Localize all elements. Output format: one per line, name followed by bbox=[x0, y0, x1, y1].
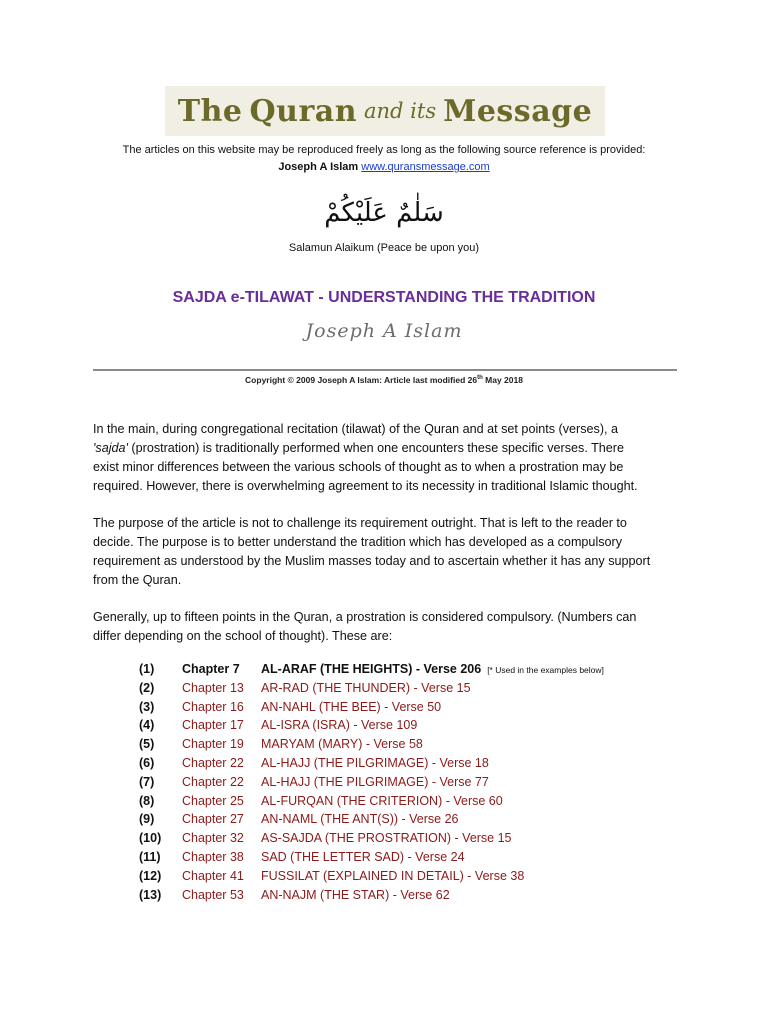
verse-number: (8) bbox=[139, 793, 155, 808]
verse-list-item bbox=[0, 737, 768, 756]
prostration-verse-list bbox=[0, 662, 768, 906]
logo-word-and-its: and its bbox=[364, 99, 437, 123]
verse-list-item bbox=[0, 662, 768, 681]
verse-list-item bbox=[0, 775, 768, 794]
verse-chapter: Chapter 19 bbox=[182, 737, 244, 752]
verse-surah-name: AR-RAD (THE THUNDER) - Verse 15 bbox=[261, 680, 471, 695]
verse-chapter: Chapter 41 bbox=[182, 868, 244, 883]
verse-number: (3) bbox=[139, 699, 155, 714]
verse-list-item bbox=[0, 812, 768, 831]
website-link[interactable]: www.quransmessage.com bbox=[361, 161, 490, 173]
verse-list-item bbox=[0, 850, 768, 869]
article-title: SAJDA e-TILAWAT - UNDERSTANDING THE TRADITION bbox=[172, 289, 596, 306]
verse-chapter: Chapter 53 bbox=[182, 887, 244, 902]
verse-list-item bbox=[0, 756, 768, 775]
list-intro-paragraph: Generally, up to fifteen points in the Quran, a prostration is considered compulsory. (Numbers can differ depending on the school of thought). These are: bbox=[93, 610, 637, 643]
verse-surah-name: AN-NAHL (THE BEE) - Verse 50 bbox=[261, 699, 442, 714]
verse-chapter: Chapter 27 bbox=[182, 812, 244, 827]
verse-number: (1) bbox=[139, 662, 155, 676]
greeting-translation: Salamun Alaikum (Peace be upon you) bbox=[288, 242, 480, 254]
verse-chapter: Chapter 22 bbox=[182, 774, 244, 789]
logo-word-message: Message bbox=[443, 93, 593, 129]
author-reference: Joseph A Islam bbox=[278, 161, 359, 173]
verse-surah-name: FUSSILAT (EXPLAINED IN DETAIL) - Verse 38 bbox=[261, 868, 525, 883]
verse-list-item bbox=[0, 718, 768, 737]
verse-list-item bbox=[0, 681, 768, 700]
verse-surah-name: AN-NAJM (THE STAR) - Verse 62 bbox=[261, 887, 450, 902]
author-signature: Joseph A Islam bbox=[305, 320, 463, 342]
verse-list-item bbox=[0, 831, 768, 850]
verse-list-item bbox=[0, 888, 768, 907]
logo-word-the: The bbox=[177, 93, 243, 129]
verse-number: (9) bbox=[139, 812, 155, 827]
verse-chapter: Chapter 13 bbox=[182, 680, 244, 695]
verse-surah-name: AL-ARAF (THE HEIGHTS) - Verse 206 [* Used in the examples below] bbox=[261, 662, 604, 676]
verse-surah-name: AL-HAJJ (THE PILGRIMAGE) - Verse 18 bbox=[261, 755, 489, 770]
source-reference bbox=[0, 161, 768, 173]
verse-list-item bbox=[0, 700, 768, 719]
verse-note: [* Used in the examples below] bbox=[487, 665, 604, 675]
verse-number: (5) bbox=[139, 737, 155, 752]
verse-chapter: Chapter 22 bbox=[182, 755, 244, 770]
verse-surah-name: AS-SAJDA (THE PROSTRATION) - Verse 15 bbox=[261, 831, 512, 846]
verse-list-item bbox=[0, 869, 768, 888]
verse-number: (7) bbox=[139, 774, 155, 789]
verse-number: (10) bbox=[139, 831, 162, 846]
verse-number: (4) bbox=[139, 718, 155, 733]
verse-surah-name: SAD (THE LETTER SAD) - Verse 24 bbox=[261, 849, 465, 864]
horizontal-divider bbox=[93, 369, 677, 371]
verse-chapter: Chapter 38 bbox=[182, 849, 244, 864]
reproduction-notice: The articles on this website may be reproduced freely as long as the following source reference is provided: bbox=[122, 144, 646, 156]
intro-paragraph: In the main, during congregational recitation (tilawat) of the Quran and at set points (verses), a 'sajda' (prostration) is traditionally performed when one encounters these specific verses. There exist minor differences between the various schools of thought as to when a prostration may be required. However, there is overwhelming agreement to its necessity in traditional Islamic thought. bbox=[93, 422, 638, 493]
purpose-paragraph: The purpose of the article is not to challenge its requirement outright. That is left to the reader to decide. The purpose is to better understand the tradition which has developed as a compulsory requirement as understood by the Muslim masses today and to ascertain whether it has any support from the Quran. bbox=[93, 516, 651, 587]
verse-chapter: Chapter 32 bbox=[182, 831, 244, 846]
verse-surah-name: AN-NAML (THE ANT(S)) - Verse 26 bbox=[261, 812, 459, 827]
verse-surah-name: AL-ISRA (ISRA) - Verse 109 bbox=[261, 718, 418, 733]
site-logo-banner bbox=[165, 86, 605, 136]
verse-chapter: Chapter 25 bbox=[182, 793, 244, 808]
verse-number: (11) bbox=[139, 849, 161, 864]
verse-number: (6) bbox=[139, 755, 155, 770]
verse-number: (2) bbox=[139, 680, 155, 695]
verse-number: (12) bbox=[139, 868, 162, 883]
verse-list-item bbox=[0, 794, 768, 813]
verse-chapter: Chapter 17 bbox=[182, 718, 244, 733]
copyright-notice: Copyright © 2009 Joseph A Islam: Article last modified 26th May 2018 bbox=[245, 375, 523, 385]
verse-number: (13) bbox=[139, 887, 162, 902]
logo-word-quran: Quran bbox=[249, 93, 358, 129]
verse-surah-name: MARYAM (MARY) - Verse 58 bbox=[261, 737, 423, 752]
verse-surah-name: AL-HAJJ (THE PILGRIMAGE) - Verse 77 bbox=[261, 774, 489, 789]
arabic-greeting: سَلٰمٌ عَلَيْكُمْ bbox=[324, 198, 444, 228]
verse-chapter: Chapter 16 bbox=[182, 699, 244, 714]
verse-surah-name: AL-FURQAN (THE CRITERION) - Verse 60 bbox=[261, 793, 503, 808]
verse-chapter: Chapter 7 bbox=[182, 662, 240, 676]
